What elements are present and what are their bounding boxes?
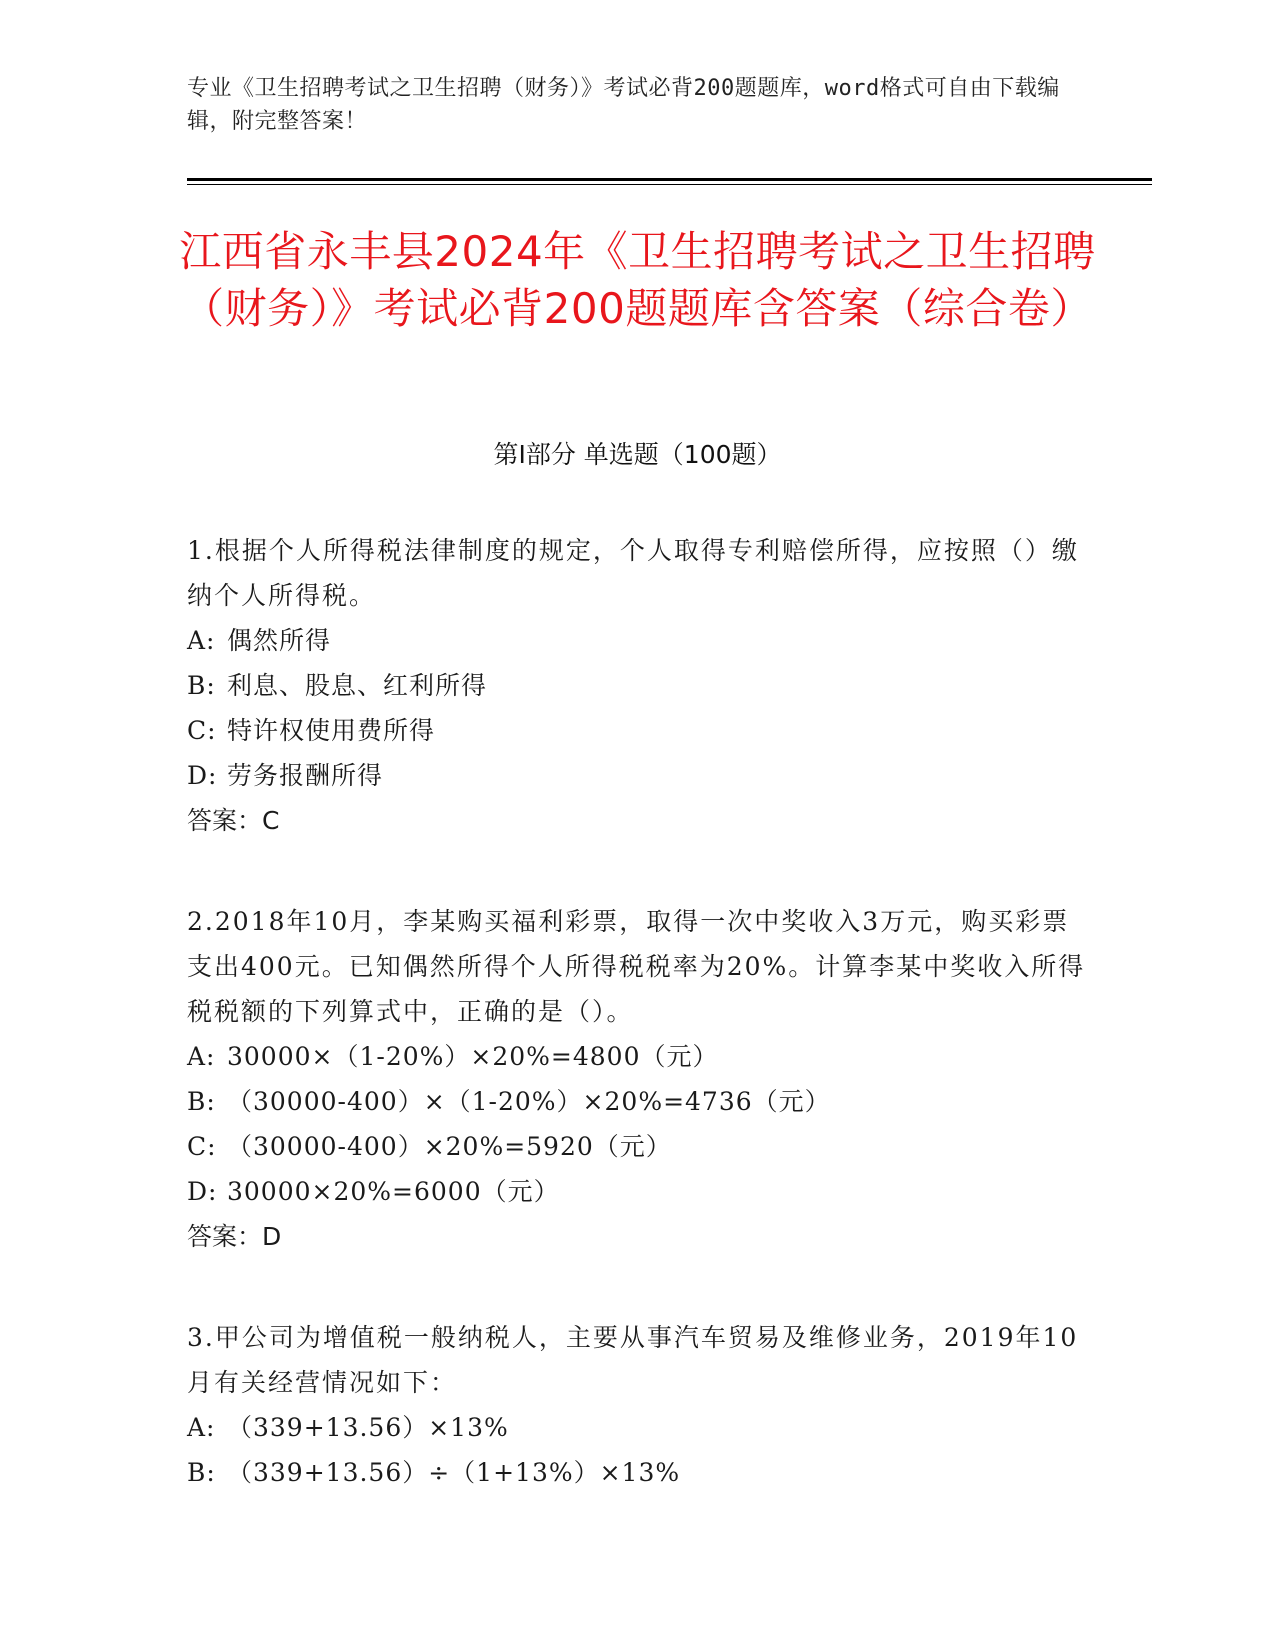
header-note: 专业《卫生招聘考试之卫生招聘（财务）》考试必背200题题库，word格式可自由下载编辑，附完整答案！ [187, 76, 1060, 134]
option-key: C: [187, 716, 217, 745]
option-key: B: [187, 671, 216, 700]
option-key: D: [187, 761, 218, 790]
option-key: A: [187, 1413, 216, 1442]
option-c [187, 1124, 1087, 1169]
option-b [187, 1079, 1087, 1124]
option-d [187, 753, 1087, 798]
option-text: 30000×（1-20%）×20%=4800（元） [227, 1042, 719, 1071]
option-key: A: [187, 626, 216, 655]
option-text: 特许权使用费所得 [227, 716, 436, 745]
question-list [187, 528, 1087, 1551]
option-a [187, 1034, 1087, 1079]
option-key: D: [187, 1177, 218, 1206]
option-text: （339+13.56）÷（1+13%）×13% [227, 1458, 681, 1487]
question-stem: 3.甲公司为增值税一般纳税人，主要从事汽车贸易及维修业务，2019年10月有关经营情况如下： [187, 1323, 1079, 1397]
section-title: 第Ⅰ部分 单选题（100题） [493, 440, 782, 469]
option-a [187, 1405, 1087, 1450]
question-answer: 答案：D [187, 1222, 282, 1251]
option-key: B: [187, 1458, 216, 1487]
option-b [187, 663, 1087, 708]
option-a [187, 618, 1087, 663]
option-text: 偶然所得 [227, 626, 332, 655]
option-text: （339+13.56）×13% [227, 1413, 509, 1442]
option-text: （30000-400）×20%=5920（元） [227, 1132, 672, 1161]
question-3 [187, 1315, 1087, 1495]
option-text: 劳务报酬所得 [227, 761, 384, 790]
option-key: A: [187, 1042, 216, 1071]
option-d [187, 1169, 1087, 1214]
option-text: 30000×20%=6000（元） [227, 1177, 560, 1206]
option-key: B: [187, 1087, 216, 1116]
question-stem: 2.2018年10月，李某购买福利彩票，取得一次中奖收入3万元，购买彩票支出400元。已知偶然所得个人所得税税率为20%。计算李某中奖收入所得税税额的下列算式中，正确的是（）。 [187, 907, 1086, 1026]
question-1 [187, 528, 1087, 843]
question-answer: 答案：C [187, 806, 280, 835]
option-text: （30000-400）×（1-20%）×20%=4736（元） [227, 1087, 831, 1116]
question-2 [187, 899, 1087, 1259]
option-key: C: [187, 1132, 217, 1161]
option-text: 利息、股息、红利所得 [227, 671, 488, 700]
document-title: 江西省永丰县2024年《卫生招聘考试之卫生招聘（财务）》考试必背200题题库含答案（综合卷） [179, 227, 1096, 333]
header-divider-thin [187, 184, 1152, 185]
header-divider-thick [187, 178, 1152, 181]
option-c [187, 708, 1087, 753]
option-b [187, 1450, 1087, 1495]
question-stem: 1.根据个人所得税法律制度的规定，个人取得专利赔偿所得，应按照（）缴纳个人所得税。 [187, 536, 1079, 610]
